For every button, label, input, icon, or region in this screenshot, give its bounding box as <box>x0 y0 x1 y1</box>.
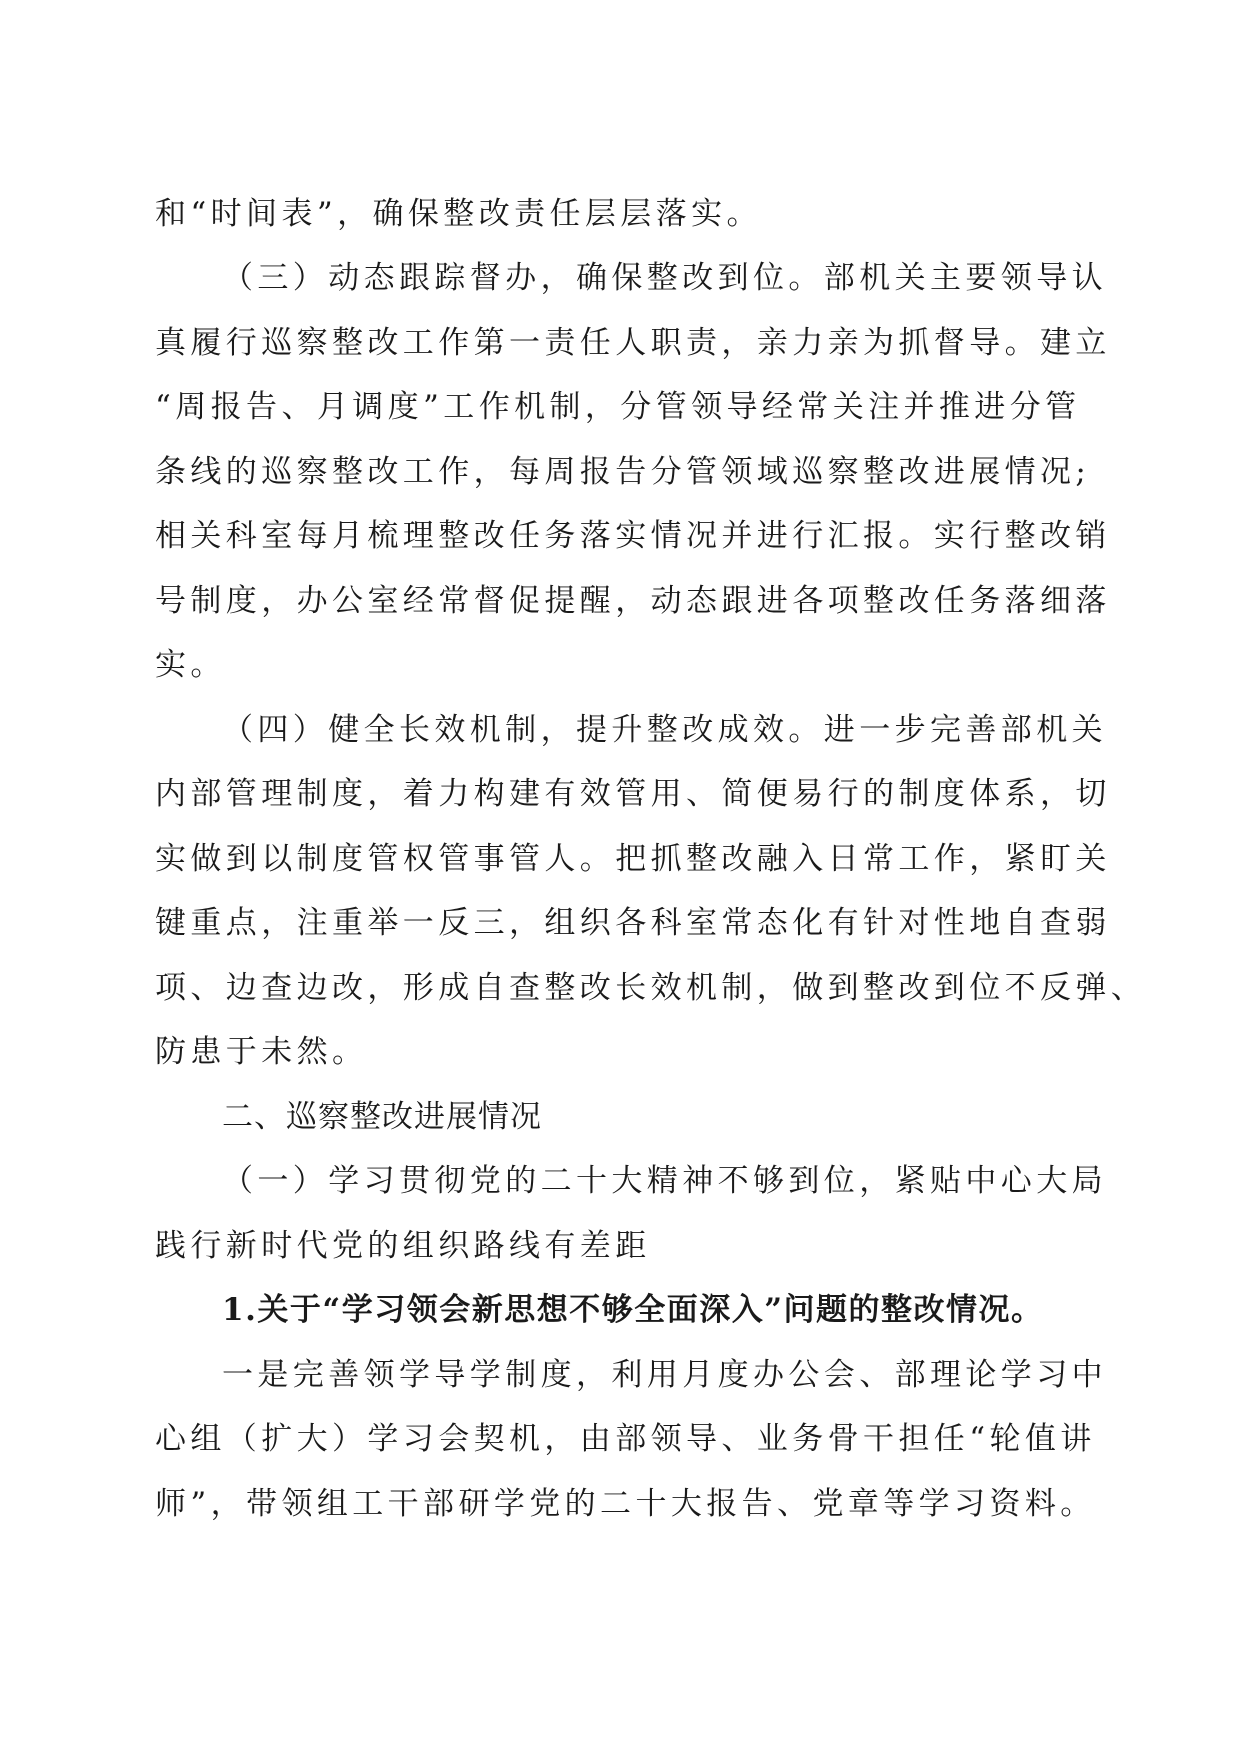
paragraph-line: 键重点，注重举一反三，组织各科室常态化有针对性地自查弱 <box>155 905 1111 941</box>
paragraph-line: 防患于未然。 <box>155 1034 368 1070</box>
paragraph-line: （三）动态跟踪督办，确保整改到位。部机关主要领导认 <box>222 260 1107 296</box>
paragraph-line: 内部管理制度，着力构建有效管用、简便易行的制度体系，切 <box>155 776 1111 812</box>
paragraph-line: 和“时间表”，确保整改责任层层落实。 <box>155 196 762 232</box>
section-heading: 二、巡察整改进展情况 <box>222 1099 542 1135</box>
paragraph-line: 相关科室每月梳理整改任务落实情况并进行汇报。实行整改销 <box>155 518 1111 554</box>
paragraph-line: 真履行巡察整改工作第一责任人职责，亲力亲为抓督导。建立 <box>155 325 1111 361</box>
paragraph-line: （四）健全长效机制，提升整改成效。进一步完善部机关 <box>222 712 1107 748</box>
subsection-heading-line: （一）学习贯彻党的二十大精神不够到位，紧贴中心大局 <box>222 1163 1107 1199</box>
paragraph-line: 号制度，办公室经常督促提醒，动态跟进各项整改任务落细落 <box>155 583 1111 619</box>
paragraph-line: 实。 <box>155 647 226 683</box>
paragraph-line: 条线的巡察整改工作，每周报告分管领域巡察整改进展情况; <box>155 454 1091 490</box>
paragraph-line: 一是完善领学导学制度，利用月度办公会、部理论学习中 <box>222 1357 1107 1393</box>
paragraph-line: 心组（扩大）学习会契机，由部领导、业务骨干担任“轮值讲 <box>155 1421 1096 1457</box>
paragraph-line: 实做到以制度管权管事管人。把抓整改融入日常工作，紧盯关 <box>155 841 1111 877</box>
paragraph-line: 师”，带领组工干部研学党的二十大报告、党章等学习资料。 <box>155 1486 1096 1522</box>
paragraph-line: “周报告、月调度”工作机制，分管领导经常关注并推进分管 <box>155 389 1081 425</box>
paragraph-line: 项、边查边改，形成自查整改长效机制，做到整改到位不反弹、 <box>155 970 1147 1006</box>
item-heading: 1.关于“学习领会新思想不够全面深入”问题的整改情况。 <box>222 1292 1044 1328</box>
subsection-heading-line: 践行新时代党的组织路线有差距 <box>155 1228 651 1264</box>
